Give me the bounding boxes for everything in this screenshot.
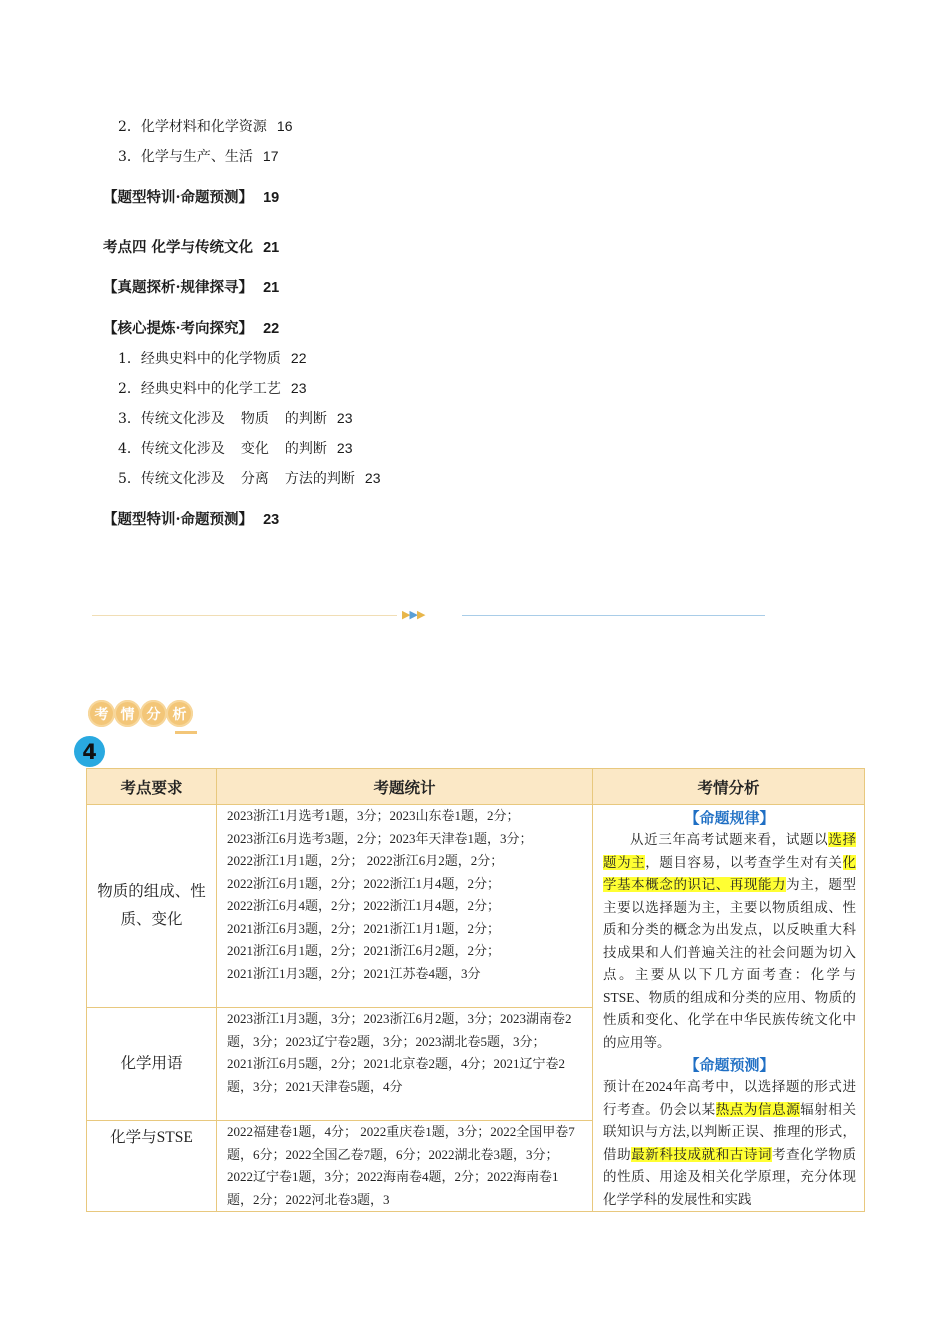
badge-char: 情: [114, 700, 141, 727]
stats-cell: [217, 1121, 593, 1212]
toc-page-number: 23: [364, 470, 381, 486]
stats-line: 2021浙江1月3题，2分；2021江苏卷4题，3分: [227, 965, 481, 981]
stats-line: 2023浙江1月3题，3分；2023浙江6月2题，3分；2023湖南卷2题，3分；2023辽宁卷2题，3分；2023湖北卷5题，3分；: [227, 1011, 572, 1049]
stats-line: 2021浙江6月1题，2分；2021浙江6月2题，2分；: [227, 943, 501, 958]
table-row: [87, 805, 865, 1008]
highlight: 热点为信息源: [715, 1101, 801, 1117]
toc-item[interactable]: 4．传统文化涉及 变化 的判断 23: [118, 440, 353, 457]
toc-heading[interactable]: 考点四 化学与传统文化 21: [103, 239, 280, 256]
toc-heading[interactable]: 【题型特训·命题预测】 19: [103, 189, 280, 206]
toc-page-number: 23: [336, 410, 353, 426]
toc-item[interactable]: 5．传统文化涉及 分离 方法的判断 23: [118, 470, 381, 487]
stats-line: 2021浙江6月5题，2分；2021北京卷2题，4分；2021辽宁卷2题，3分；2021天津卷5题，4分: [227, 1056, 566, 1094]
column-header: 考题统计: [217, 769, 593, 805]
toc-page-number: 19: [263, 190, 280, 206]
divider-arrows-icon: ▶▶▶: [402, 608, 425, 621]
requirement-cell: 物质的组成、性质、变化: [87, 805, 217, 1008]
toc-page-number: 22: [263, 321, 280, 337]
toc-page-number: 23: [263, 512, 280, 528]
rule-title: 【命题规律】: [684, 809, 775, 827]
predict-paragraph: 预计在2024年高考中，以选择题的形式进行考查。仍会以某热点为信息源辐射相关联知识与方法,以判断正误、推理的形式，借助最新科技成就和古诗词考查化学物质的性质、用途及相关化学原理，充分体现化学学科的发展性和实践: [603, 1079, 857, 1207]
toc-heading[interactable]: 【核心提炼·考向探究】 22: [103, 320, 280, 337]
toc-item[interactable]: 3．传统文化涉及 物质 的判断 23: [118, 410, 353, 427]
rule-paragraph: 从近三年高考试题来看，试题以选择题为主，题目容易，以考查学生对有关化学基本概念的识记、再现能力为主，题型主要以选择题为主，主要以物质组成、性质和分类的概念为出发点，以反映重大科技成果和人们普遍关注的社会问题为切入点。主要从以下几方面考查：化学与STSE、物质的组成和分类的应用、物质的性质和变化、化学在中华民族传统文化中的应用等。: [603, 832, 857, 1050]
toc-page-number: 17: [262, 148, 279, 164]
badge-underline: [175, 731, 197, 734]
stats-line: 2023浙江6月选考3题，2分；2023年天津卷1题，3分；: [227, 830, 533, 846]
toc-page-number: 23: [336, 440, 353, 456]
highlight: 化学基本概念的识记、再现能力: [603, 854, 857, 892]
predict-title: 【命题预测】: [684, 1056, 775, 1074]
divider-line-right: [462, 615, 765, 616]
requirement-cell: 化学与STSE: [87, 1121, 217, 1212]
stats-line: 2022浙江6月1题，2分；2022浙江1月4题，2分；: [227, 875, 501, 891]
toc-item[interactable]: 2．化学材料和化学资源 16: [118, 118, 293, 135]
section-number-icon: 4: [74, 736, 105, 767]
stats-cell: [217, 805, 593, 1008]
stats-cell: [217, 1008, 593, 1121]
section-badge: [88, 700, 192, 727]
highlight: 选择题为主: [603, 832, 857, 870]
stats-line: 2022浙江1月1题，2分； 2022浙江6月2题，2分；: [227, 853, 504, 868]
stats-line: 2022浙江6月4题，2分；2022浙江1月4题，2分；: [227, 898, 501, 913]
divider-line-left: [92, 615, 397, 616]
toc-heading[interactable]: 【题型特训·命题预测】 23: [103, 511, 280, 528]
column-header: 考点要求: [87, 769, 217, 805]
column-header: 考情分析: [593, 769, 865, 805]
toc-page-number: 23: [290, 380, 307, 396]
stats-line: 2021浙江6月3题，2分；2021浙江1月1题，2分；: [227, 920, 501, 936]
exam-analysis-table: [86, 768, 865, 1212]
badge-char: 考: [88, 700, 115, 727]
toc-page-number: 16: [276, 118, 293, 134]
toc-item[interactable]: 2．经典史料中的化学工艺 23: [118, 380, 307, 397]
stats-line: 2023浙江1月选考1题，3分；2023山东卷1题，2分；: [227, 808, 520, 823]
badge-char: 分: [140, 700, 167, 727]
toc-page-number: 21: [263, 280, 280, 296]
toc-page-number: 21: [263, 240, 280, 256]
table-header-row: [87, 769, 865, 805]
toc-page-number: 22: [290, 350, 307, 366]
requirement-cell: 化学用语: [87, 1008, 217, 1121]
toc-heading[interactable]: 【真题探析·规律探寻】 21: [103, 279, 280, 296]
toc-item[interactable]: 3．化学与生产、生活 17: [118, 148, 279, 165]
toc-item[interactable]: 1．经典史料中的化学物质 22: [118, 350, 307, 367]
highlight: 最新科技成就和古诗词: [631, 1146, 773, 1162]
analysis-cell: [593, 805, 865, 1212]
badge-char: 析: [166, 700, 193, 727]
stats-line: 2022福建卷1题，4分； 2022重庆卷1题，3分；2022全国甲卷7题，6分；2022全国乙卷7题，6分；2022湖北卷3题，3分；2022辽宁卷1题，3分；2022海南卷4题，2分；2022海南卷1题，2分；2022河北卷3题，3: [227, 1124, 575, 1207]
